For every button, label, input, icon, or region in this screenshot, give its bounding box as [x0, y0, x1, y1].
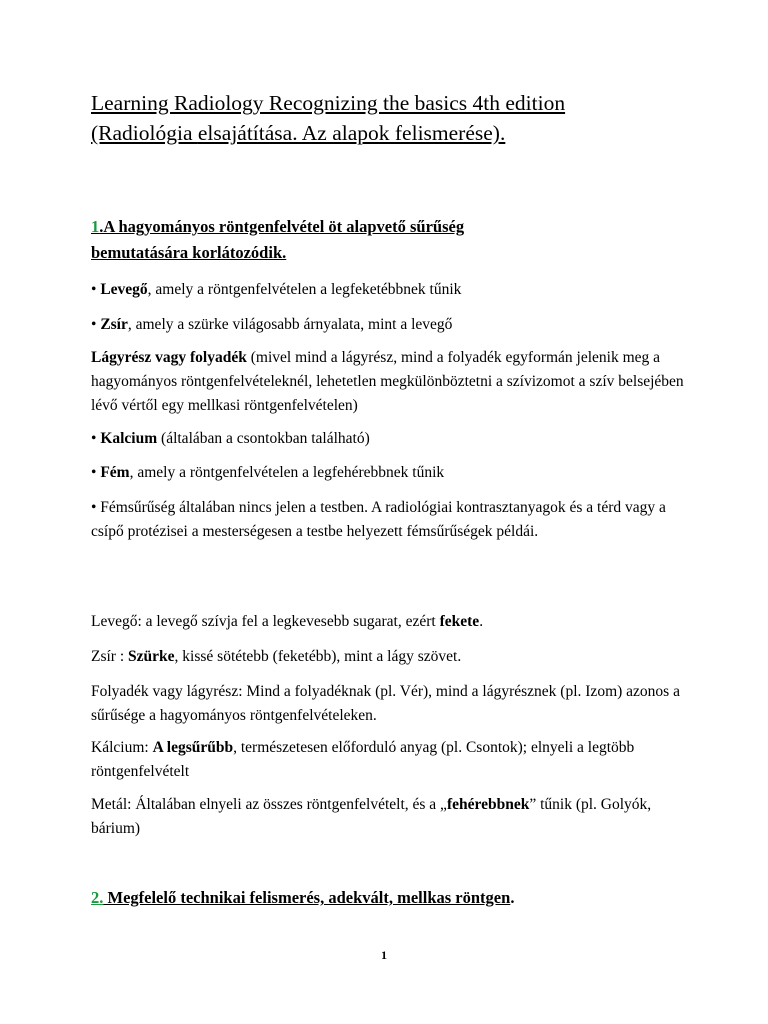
section-1-heading — [91, 214, 691, 266]
section-2-heading-end: . — [510, 888, 515, 907]
title-line-2-underlined: (Radiológia — [91, 121, 198, 145]
paragraph-soft-tissue — [91, 346, 691, 418]
detail-air-bold: fekete — [439, 613, 480, 630]
detail-air-text: Levegő: a levegő szívja fel a legkevesebb sugarat, ezért — [91, 613, 440, 630]
title-line-2 — [91, 118, 731, 148]
bullet-calcium-term: Kalcium — [100, 430, 158, 447]
detail-calcium — [91, 736, 691, 784]
section-2-heading — [91, 885, 691, 911]
detail-air — [91, 610, 691, 634]
bullet-air — [91, 278, 691, 302]
bullet-metal-term: Fém — [100, 464, 130, 481]
detail-fat-text: Zsír : — [91, 648, 129, 665]
detail-metal — [91, 793, 691, 841]
bullet-metal-text: , amely a röntgenfelvételen a legfehérebbnek tűnik — [129, 464, 445, 481]
detail-fat-bold: Szürke — [128, 648, 175, 665]
section-2-heading-text: Megfelelő technikai felismerés, adekvált, mellkas röntgen — [103, 888, 511, 907]
detail-metal-text: Metál: Általában elnyeli az összes röntgenfelvételt, és a „ — [91, 796, 447, 813]
section-1-heading-line-2: bemutatására korlátozódik. — [91, 243, 287, 262]
bullet-air-text: , amely a röntgenfelvételen a legfeketébbnek tűnik — [147, 281, 462, 298]
bullet-fat-text: , amely a szürke világosabb árnyalata, mint a levegő — [127, 316, 453, 333]
bullet-marker: • — [91, 316, 101, 333]
soft-tissue-term: Lágyrész vagy folyadék — [91, 349, 247, 366]
detail-calcium-bold: A legsűrűbb — [152, 739, 234, 756]
detail-calcium-end: , természetesen előforduló anyag (pl. Csontok); elnyeli a legtöbb röntgenfelvételt — [91, 739, 635, 780]
detail-metal-bold: fehérebbnek — [446, 796, 530, 813]
detail-calcium-text: Kálcium: — [91, 739, 153, 756]
detail-fat-end: , kissé sötétebb (feketébb), mint a lágy szövet. — [174, 648, 462, 665]
bullet-air-term: Levegő — [100, 281, 148, 298]
detail-fluid: Folyadék vagy lágyrész: Mind a folyadéknak (pl. Vér), mind a lágyrésznek (pl. Izom) azonos a sűrűsége a hagyományos röntgenfelvételeken. — [91, 683, 680, 724]
soft-tissue-text: (mivel mind a lágyrész, mind a folyadék egyformán jelenik meg a hagyományos röntgenfelvételeknél, lehetetlen megkülönböztetni a szívizomot a szív belsejében lévő vértől egy mellkasi röntgenfelvételen) — [91, 349, 684, 414]
bullet-marker: • — [91, 281, 101, 298]
bullet-metal — [91, 461, 691, 485]
bullet-marker: • — [91, 464, 101, 481]
bullet-marker: • — [91, 430, 101, 447]
bullet-metal-density: • Fémsűrűség általában nincs jelen a testben. A radiológiai kontrasztanyagok és a térd vagy a csípő protézisei a mesterségesen a testbe helyezett fémsűrűségek példái. — [91, 499, 666, 540]
bullet-fat — [91, 313, 691, 337]
detail-air-end: . — [479, 613, 484, 630]
bullet-fat-term: Zsír — [100, 316, 128, 333]
title-line-2-rest: elsajátítása. Az alapok felismerése). — [197, 121, 506, 145]
section-2-number: 2. — [91, 888, 104, 907]
section-1-number: 1 — [91, 217, 100, 236]
document-title — [91, 88, 731, 148]
detail-fat — [91, 645, 691, 669]
title-line-1: Learning Radiology Recognizing the basics 4th edition — [91, 91, 566, 115]
section-1-heading-line-1: .A hagyományos röntgenfelvétel öt alapvető sűrűség — [99, 217, 465, 236]
bullet-calcium-text: (általában a csontokban található) — [157, 430, 370, 447]
detail-metal-end: ” tűnik (pl. Golyók, bárium) — [91, 796, 652, 837]
bullet-calcium — [91, 427, 691, 451]
page-number: 1 — [381, 948, 387, 962]
